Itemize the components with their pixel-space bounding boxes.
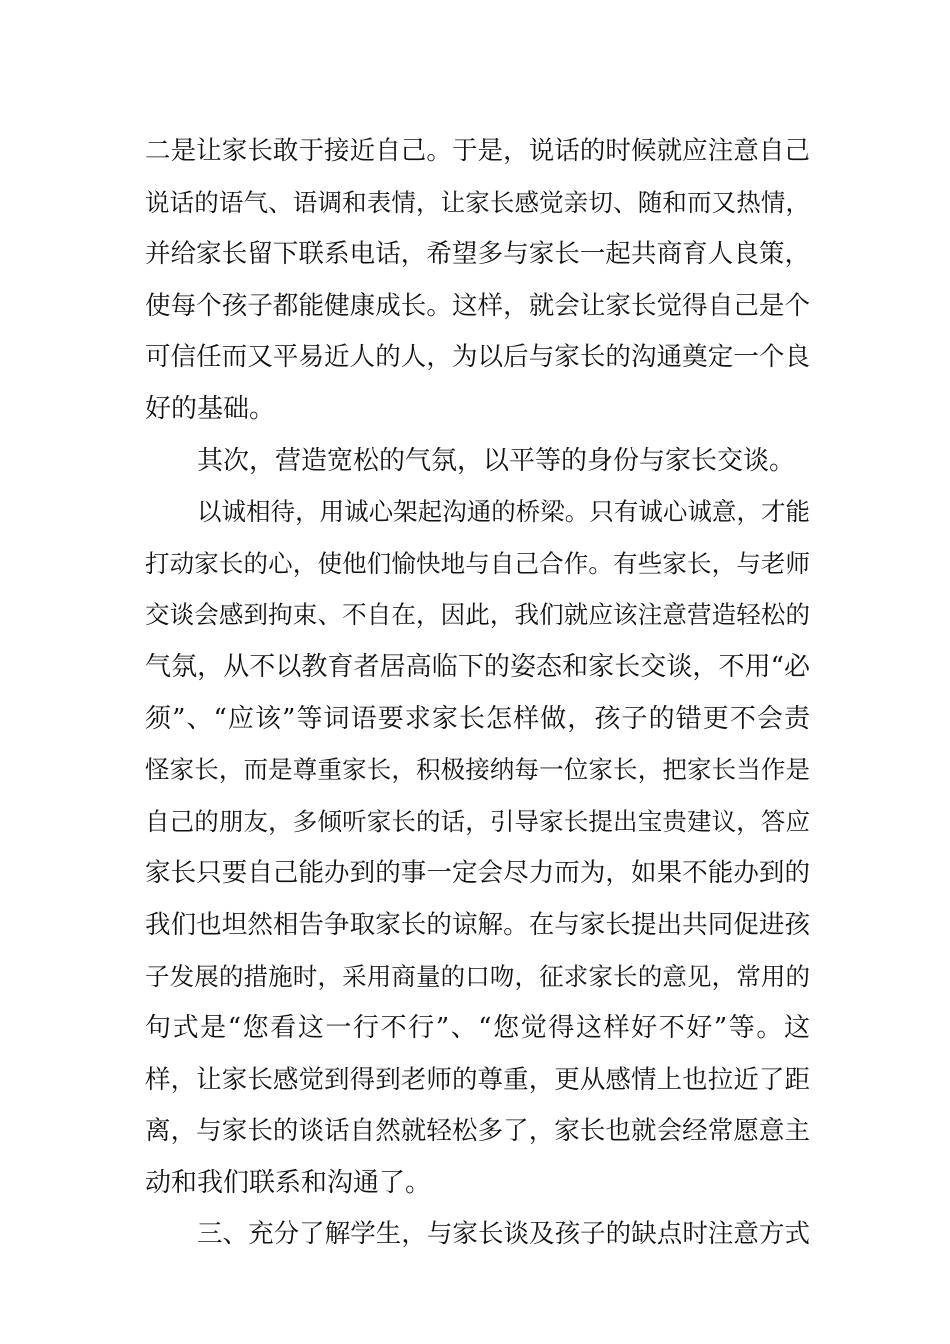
paragraph-3-line-11: 句式是“您看这一行不行”、“您觉得这样好不好”等。这 bbox=[145, 1013, 810, 1044]
paragraph-3-line-7: 自己的朋友，多倾听家长的话，引导家长提出宝贵建议，答应 bbox=[145, 806, 810, 836]
paragraph-3-line-2: 打动家长的心，使他们愉快地与自己合作。有些家长，与老师 bbox=[145, 548, 810, 578]
paragraph-3-line-1: 以诚相待，用诚心架起沟通的桥梁。只有诚心诚意，才能 bbox=[197, 497, 810, 527]
paragraph-1-line-1: 二是让家长敢于接近自己。于是，说话的时候就应注意自己 bbox=[145, 136, 810, 166]
paragraph-3-line-12: 样，让家长感觉到得到老师的尊重，更从感情上也拉近了距 bbox=[145, 1064, 810, 1095]
paragraph-1-line-2: 说话的语气、语调和表情，让家长感觉亲切、随和而又热情， bbox=[145, 187, 810, 217]
paragraph-3-line-13: 离，与家长的谈话自然就轻松多了，家长也就会经常愿意主 bbox=[145, 1116, 810, 1147]
paragraph-3-line-5: 须”、“应该”等词语要求家长怎样做，孩子的错更不会责 bbox=[145, 703, 810, 734]
paragraph-3-line-10: 子发展的措施时，采用商量的口吻，征求家长的意见，常用的 bbox=[145, 961, 810, 991]
paragraph-1-line-6: 好的基础。 bbox=[145, 393, 276, 424]
paragraph-1-line-5: 可信任而又平易近人的人，为以后与家长的沟通奠定一个良 bbox=[145, 342, 810, 373]
paragraph-3-line-6: 怪家长，而是尊重家长，积极接纳每一位家长，把家长当作是 bbox=[145, 755, 810, 785]
paragraph-3-line-3: 交谈会感到拘束、不自在，因此，我们就应该注意营造轻松的 bbox=[145, 600, 810, 630]
paragraph-1-line-4: 使每个孩子都能健康成长。这样，就会让家长觉得自己是个 bbox=[145, 290, 810, 321]
paragraph-3-line-4: 气氛，从不以教育者居高临下的姿态和家长交谈，不用“必 bbox=[145, 651, 810, 682]
paragraph-3-line-8: 家长只要自己能办到的事一定会尽力而为，如果不能办到的 bbox=[145, 858, 810, 889]
paragraph-3-line-9: 我们也坦然相告争取家长的谅解。在与家长提出共同促进孩 bbox=[145, 909, 810, 940]
paragraph-1-line-3: 并给家长留下联系电话，希望多与家长一起共商育人良策， bbox=[145, 239, 810, 270]
paragraph-2-line-1: 其次，营造宽松的气氛，以平等的身份与家长交谈。 bbox=[197, 445, 796, 476]
document-body bbox=[145, 129, 810, 1264]
paragraph-3-line-14: 动和我们联系和沟通了。 bbox=[145, 1167, 432, 1198]
paragraph-4-line-1: 三、充分了解学生，与家长谈及孩子的缺点时注意方式 bbox=[197, 1219, 810, 1250]
